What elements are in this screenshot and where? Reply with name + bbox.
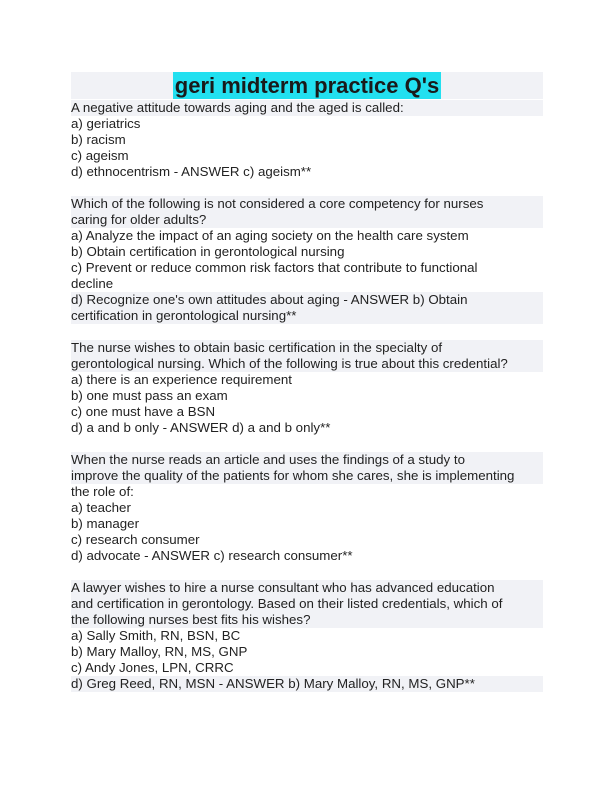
question-text: and certification in gerontology. Based on their listed credentials, which of (71, 596, 543, 612)
question-text: improve the quality of the patients for whom she cares, she is implementing (71, 468, 543, 484)
question-text: the following nurses best fits his wishes? (71, 612, 543, 628)
question-1 (71, 100, 543, 180)
option-a: a) teacher (71, 500, 131, 515)
option-c: c) research consumer (71, 532, 200, 547)
question-2 (71, 196, 543, 324)
question-3 (71, 340, 543, 436)
question-text: When the nurse reads an article and uses the findings of a study to (71, 452, 543, 468)
option-c: c) Andy Jones, LPN, CRRC (71, 660, 234, 675)
option-d-answer: certification in gerontological nursing** (71, 308, 543, 324)
option-a: a) Sally Smith, RN, BSN, BC (71, 628, 241, 643)
title-band (71, 72, 543, 99)
question-5 (71, 580, 543, 692)
question-text: The nurse wishes to obtain basic certification in the specialty of (71, 340, 543, 356)
question-text: the role of: (71, 484, 134, 499)
question-text: gerontological nursing. Which of the following is true about this credential? (71, 356, 543, 372)
option-b: b) Obtain certification in gerontological nursing (71, 244, 345, 259)
option-b: b) manager (71, 516, 139, 531)
option-d-answer: d) a and b only - ANSWER d) a and b only** (71, 420, 331, 435)
option-c: c) ageism (71, 148, 129, 163)
option-b: b) Mary Malloy, RN, MS, GNP (71, 644, 248, 659)
option-a: a) there is an experience requirement (71, 372, 292, 387)
option-c: c) Prevent or reduce common risk factors that contribute to functional (71, 260, 478, 275)
question-text: A negative attitude towards aging and the aged is called: (71, 100, 543, 116)
option-c: decline (71, 276, 114, 291)
option-d-answer: d) ethnocentrism - ANSWER c) ageism** (71, 164, 312, 179)
question-text: caring for older adults? (71, 212, 543, 228)
option-d-answer: d) Recognize one's own attitudes about aging - ANSWER b) Obtain (71, 292, 543, 308)
option-c: c) one must have a BSN (71, 404, 216, 419)
document-page (71, 72, 543, 708)
document-title: geri midterm practice Q's (174, 73, 440, 98)
question-text: Which of the following is not considered a core competency for nurses (71, 196, 543, 212)
option-d-answer: d) Greg Reed, RN, MSN - ANSWER b) Mary Malloy, RN, MS, GNP** (71, 676, 543, 692)
option-a: a) geriatrics (71, 116, 141, 131)
option-b: b) one must pass an exam (71, 388, 228, 403)
option-d-answer: d) advocate - ANSWER c) research consumer** (71, 548, 353, 563)
option-b: b) racism (71, 132, 126, 147)
question-4 (71, 452, 543, 564)
option-a: a) Analyze the impact of an aging society on the health care system (71, 228, 469, 243)
question-text: A lawyer wishes to hire a nurse consultant who has advanced education (71, 580, 543, 596)
